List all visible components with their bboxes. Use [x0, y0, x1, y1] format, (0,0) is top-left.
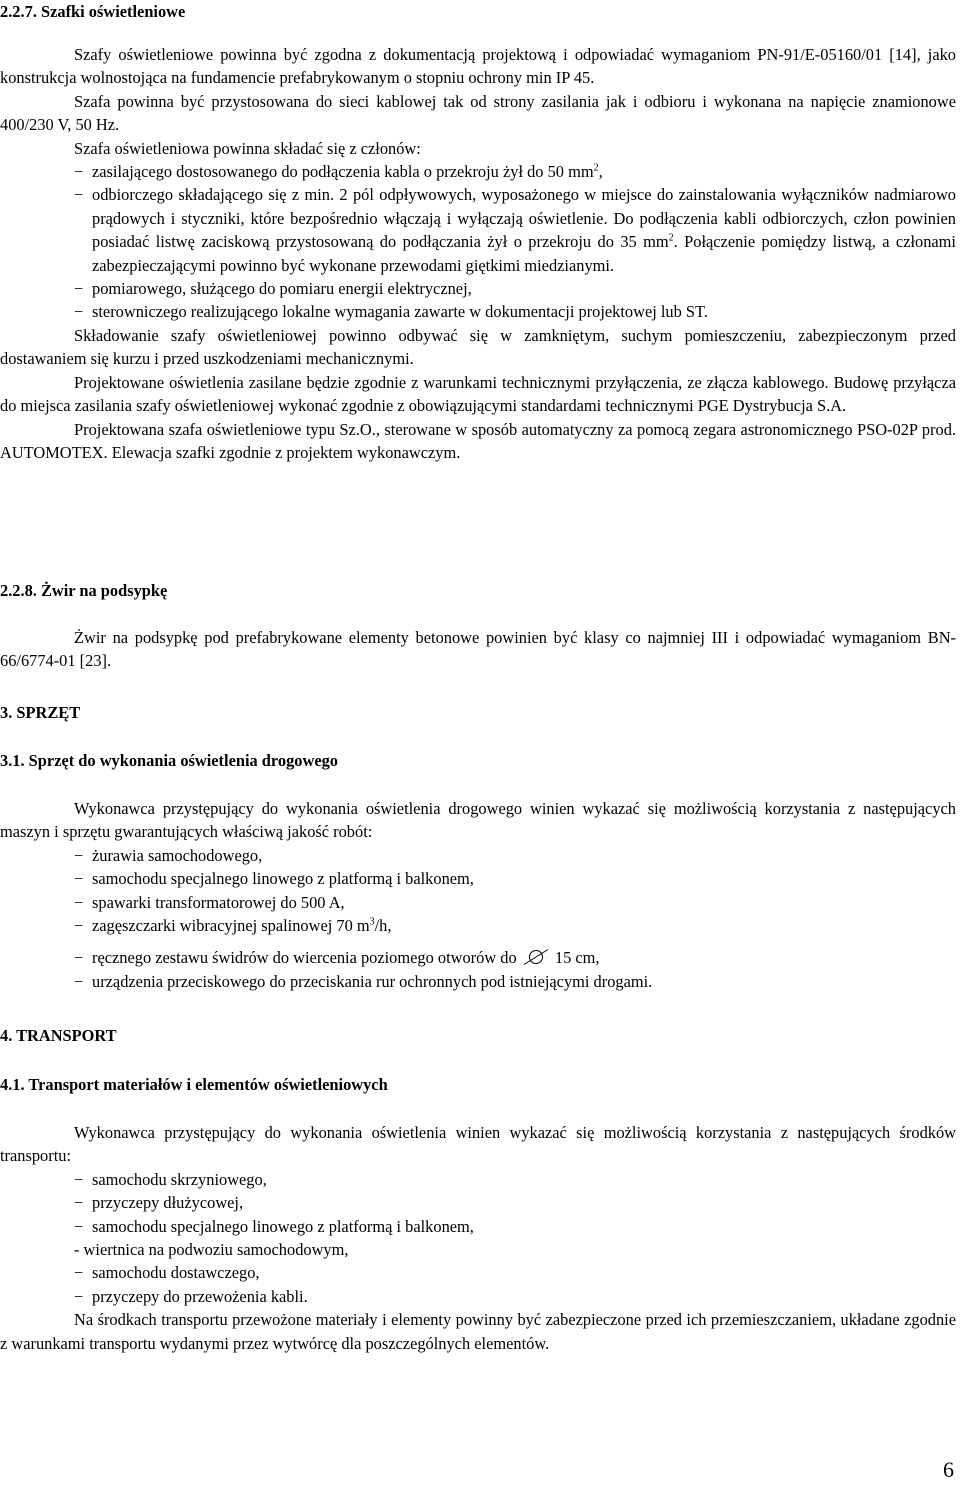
dash-marker: − [74, 185, 84, 205]
section-4 [0, 1024, 956, 1047]
paragraph: Wykonawca przystępujący do wykonania oświetlenia winien wykazać się możliwością korzystania z następujących środków transportu: [0, 1123, 956, 1166]
dash-marker: − [74, 1216, 84, 1236]
list-item: − samochodu skrzyniowego, [0, 1168, 956, 1191]
paragraph: Projektowana szafa oświetleniowe typu Sz.O., sterowane w sposób automatyczny za pomocą zegara astronomicznego PSO-02P prod. AUTOMOTEX. Elewacja szafki zgodnie z projektem wykonawczym. [0, 419, 956, 462]
section-2-2-8-body [0, 626, 956, 673]
diameter-icon [521, 949, 551, 965]
dash-marker: − [74, 948, 84, 968]
dash-marker: − [74, 869, 84, 889]
section-4-1-body [0, 1121, 956, 1355]
heading-2-2-7: 2.2.7. Szafki oświetleniowe [0, 2, 186, 21]
heading-4-1: 4.1. Transport materiałów i elementów oświetleniowych [0, 1075, 388, 1094]
paragraph: Na środkach transportu przewożone materiały i elementy powinny być zabezpieczone przed ich przemieszczaniem, układane zgodnie z warunkami transportu wydanymi przez wytwórcę dla poszczególnych elementów. [0, 1310, 956, 1353]
list-item: − sterowniczego realizującego lokalne wymagania zawarte w dokumentacji projektowej lub ST. [0, 300, 956, 323]
paragraph: Szafa oświetleniowa powinna składać się z członów: [74, 138, 421, 158]
page-number: 6 [943, 1457, 954, 1482]
dash-marker: − [74, 892, 84, 912]
dash-marker: − [74, 916, 84, 936]
dash-marker: − [74, 1193, 84, 1213]
dash-marker: − [74, 279, 84, 299]
equipment-list [0, 844, 956, 993]
list-item: − samochodu dostawczego, [0, 1261, 956, 1284]
dash-marker: − [74, 1286, 84, 1306]
list-item: − ręcznego zestawu świdrów do wiercenia poziomego otworów do 15 cm, [0, 946, 956, 969]
section-2-2-7-body [0, 43, 956, 464]
heading-4: 4. TRANSPORT [0, 1026, 117, 1045]
section-3 [0, 701, 956, 724]
list-item: − odbiorczego składającego się z min. 2 pól odpływowych, wyposażonego w miejsce do zainstalowania wyłączników nadmiarowo prądowych i styczniki, które bezpośrednio włączają i wyłączają oświetlenie. Do podłączenia kabli odbiorczych, człon powinien posiadać listwę zaciskową przystosowaną do podłączania żył o przekroju do 35 $mm^2$. Połączenie pomiędzy listwą, a członami zabezpieczającymi powinno być wykonane przewodami giętkimi miedzianymi. [74, 185, 956, 275]
transport-list [0, 1168, 956, 1308]
list-item: − przyczepy dłużycowej, [0, 1191, 956, 1214]
section-3-1-body [0, 797, 956, 993]
dash-marker: − [74, 1263, 84, 1283]
members-list [0, 160, 956, 324]
list-item: − spawarki transformatorowej do 500 A, [0, 891, 956, 914]
list-item: − zasilającego dostosowanego do podłączenia kabla o przekroju żył do 50 $mm^2$, [0, 160, 956, 183]
dash-marker: − [74, 302, 84, 322]
section-2-2-8 [0, 579, 956, 602]
section-3-1 [0, 749, 956, 772]
paragraph: Szafa powinna być przystosowana do sieci kablowej tak od strony zasilania jak i odbioru i wykonana na napięcie znamionowe 400/230 V, 50 Hz. [0, 91, 956, 135]
list-item: - wiertnica na podwoziu samochodowym, [74, 1240, 349, 1260]
heading-2-2-8: 2.2.8. Żwir na podsypkę [0, 581, 168, 600]
list-item: − samochodu specjalnego linowego z platformą i balkonem, [0, 1215, 956, 1238]
paragraph: Szafy oświetleniowe powinna być zgodna z dokumentacją projektową i odpowiadać wymaganiom PN-91/E-05160/01 [14], jako konstrukcja wolnostojąca na fundamencie prefabrykowanym o stopniu ochrony min IP 45. [0, 45, 956, 88]
heading-3-1: 3.1. Sprzęt do wykonania oświetlenia drogowego [0, 751, 338, 770]
dash-marker: − [74, 162, 84, 182]
paragraph: Żwir na podsypkę pod prefabrykowane elementy betonowe powinien być klasy co najmniej III i odpowiadać wymaganiom BN-66/6774-01 [23]. [0, 628, 956, 671]
list-item: − urządzenia przeciskowego do przeciskania rur ochronnych pod istniejącymi drogami. [0, 970, 956, 993]
section-2-2-7 [0, 0, 956, 23]
paragraph: Składowanie szafy oświetleniowej powinno odbywać się w zamkniętym, suchym pomieszczeniu, zabezpieczonym przed dostawaniem się kurzu i przed uszkodzeniami mechanicznymi. [0, 325, 956, 369]
paragraph: Wykonawca przystępujący do wykonania oświetlenia drogowego winien wykazać się możliwością korzystania z następujących maszyn i sprzętu gwarantujących właściwą jakość robót: [0, 799, 956, 842]
list-item: − samochodu specjalnego linowego z platformą i balkonem, [0, 867, 956, 890]
paragraph: Projektowane oświetlenia zasilane będzie zgodnie z warunkami technicznymi przyłączenia, ze złącza kablowego. Budowę przyłącza do miejsca zasilania szafy oświetleniowej wykonać zgodnie z obowiązującymi standardami technicznymi PGE Dystrybucja S.A. [0, 372, 956, 416]
dash-marker: − [74, 845, 84, 865]
list-item: − żurawia samochodowego, [0, 844, 956, 867]
list-item: − przyczepy do przewożenia kabli. [0, 1285, 956, 1308]
list-item: − pomiarowego, służącego do pomiaru energii elektrycznej, [0, 277, 956, 300]
dash-marker: − [74, 1169, 84, 1189]
section-4-1 [0, 1073, 956, 1096]
list-item: − zagęszczarki wibracyjnej spalinowej 70 $m^3/h$, [0, 914, 956, 937]
heading-3: 3. SPRZĘT [0, 703, 81, 722]
dash-marker: − [74, 971, 84, 991]
